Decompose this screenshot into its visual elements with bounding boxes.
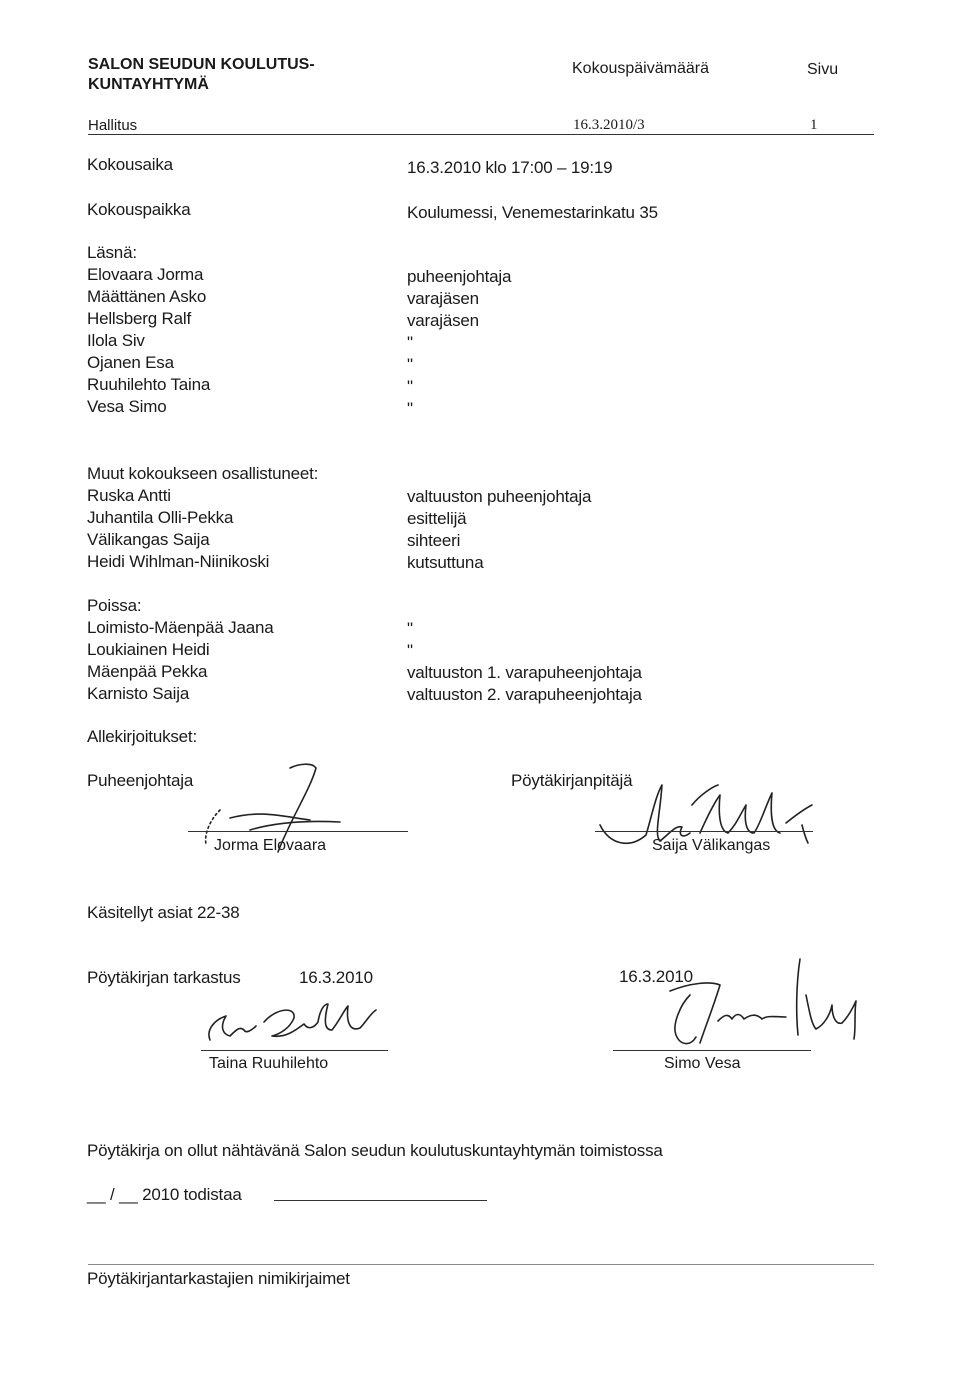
page-number: 1 — [810, 117, 818, 133]
handled-items: Käsitellyt asiat 22-38 — [87, 903, 240, 922]
other-name: Välikangas Saija — [87, 530, 210, 549]
meeting-date-label: Kokouspäivämäärä — [572, 60, 709, 77]
header-rule — [88, 134, 874, 135]
present-role: varajäsen — [407, 311, 479, 330]
present-name: Ruuhilehto Taina — [87, 375, 211, 394]
review-date-right: 16.3.2010 — [619, 967, 693, 986]
other-role: valtuuston puheenjohtaja — [407, 487, 592, 506]
page-label: Sivu — [807, 61, 839, 78]
other-name: Heidi Wihlman-Niinikoski — [87, 552, 270, 571]
present-name: Hellsberg Ralf — [87, 309, 191, 328]
present-role: " — [407, 399, 413, 418]
notice-date-line: __ / __ 2010 todistaa — [87, 1185, 242, 1204]
absent-role: " — [407, 619, 413, 638]
absent-heading: Poissa: — [87, 596, 142, 615]
secretary-label: Pöytäkirjanpitäjä — [511, 771, 633, 790]
absent-name: Mäenpää Pekka — [87, 662, 208, 681]
absent-name: Karnisto Saija — [87, 684, 190, 703]
body-name: Hallitus — [88, 117, 138, 134]
present-name: Määttänen Asko — [87, 287, 207, 306]
organization-name — [88, 55, 315, 95]
present-name: Elovaara Jorma — [87, 265, 204, 284]
org-line-1: SALON SEUDUN KOULUTUS- — [88, 56, 315, 73]
meeting-time-label: Kokousaika — [87, 155, 173, 174]
chair-label: Puheenjohtaja — [87, 771, 194, 790]
review-date-left: 16.3.2010 — [299, 968, 373, 987]
meeting-time-value: 16.3.2010 klo 17:00 – 19:19 — [407, 158, 613, 177]
review-label: Pöytäkirjan tarkastus — [87, 968, 241, 987]
present-role: " — [407, 355, 413, 374]
notice-signature-line — [274, 1200, 487, 1201]
reviewer-left-signature — [200, 1000, 400, 1050]
other-name: Juhantila Olli-Pekka — [87, 508, 234, 527]
notice-text: Pöytäkirja on ollut nähtävänä Salon seudun koulutuskuntayhtymän toimistossa — [87, 1141, 663, 1160]
present-name: Ojanen Esa — [87, 353, 174, 372]
secretary-name: Saija Välikangas — [652, 837, 771, 854]
secretary-signature — [590, 775, 830, 875]
present-roles — [407, 266, 511, 420]
present-role: puheenjohtaja — [407, 267, 512, 286]
present-name: Vesa Simo — [87, 397, 167, 416]
present-role: varajäsen — [407, 289, 479, 308]
reviewer-left-line — [201, 1050, 388, 1051]
date-reference: 16.3.2010/3 — [573, 117, 645, 133]
other-role: sihteeri — [407, 531, 461, 550]
org-line-2: KUNTAYHTYMÄ — [88, 76, 209, 93]
meeting-place-value: Koulumessi, Venemestarinkatu 35 — [407, 203, 658, 222]
absent-role: valtuuston 2. varapuheenjohtaja — [407, 685, 642, 704]
reviewer-right-line — [613, 1050, 811, 1051]
other-name: Ruska Antti — [87, 486, 171, 505]
present-role: " — [407, 377, 413, 396]
others-names — [87, 485, 269, 573]
other-role: esittelijä — [407, 509, 467, 528]
present-heading: Läsnä: — [87, 243, 137, 262]
others-heading: Muut kokoukseen osallistuneet: — [87, 464, 319, 483]
present-names — [87, 264, 210, 418]
absent-name: Loukiainen Heidi — [87, 640, 210, 659]
others-roles — [407, 486, 591, 574]
absent-role: valtuuston 1. varapuheenjohtaja — [407, 663, 642, 682]
initials-label: Pöytäkirjantarkastajien nimikirjaimet — [87, 1269, 350, 1288]
absent-name: Loimisto-Mäenpää Jaana — [87, 618, 274, 637]
present-name: Ilola Siv — [87, 331, 145, 350]
absent-names — [87, 617, 274, 705]
present-role: " — [407, 333, 413, 352]
signatures-heading: Allekirjoitukset: — [87, 727, 197, 746]
other-role: kutsuttuna — [407, 553, 484, 572]
absent-roles — [407, 618, 642, 706]
footer-rule — [88, 1264, 874, 1265]
chair-signature-line — [188, 831, 408, 832]
reviewer-right-name: Simo Vesa — [664, 1055, 741, 1072]
reviewer-left-name: Taina Ruuhilehto — [209, 1055, 329, 1072]
secretary-signature-line — [595, 831, 813, 832]
reviewer-right-signature — [610, 955, 870, 1065]
meeting-place-label: Kokouspaikka — [87, 200, 191, 219]
chair-name: Jorma Elovaara — [214, 837, 327, 854]
absent-role: " — [407, 641, 413, 660]
